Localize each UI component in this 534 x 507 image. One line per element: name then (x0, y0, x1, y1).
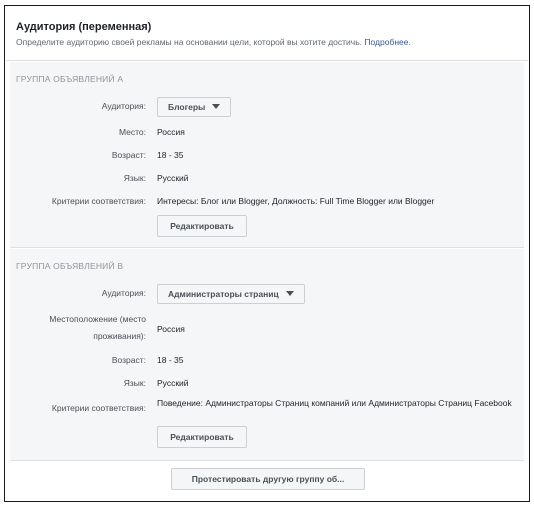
panel-subtitle (16, 37, 411, 47)
test-another-group-button[interactable]: Протестировать другую группу об... (171, 468, 365, 490)
audience-dropdown-b[interactable] (157, 284, 305, 304)
language-value: Русский (157, 378, 189, 388)
criteria-label: Критерии соответствия: (51, 403, 146, 413)
age-label: Возраст: (111, 355, 146, 365)
ad-group-a-title: ГРУППА ОБЪЯВЛЕНИЙ А (16, 74, 124, 84)
caret-down-icon (212, 104, 220, 109)
panel-title: Аудитория (переменная) (16, 21, 152, 33)
place-label: Место: (118, 127, 146, 137)
caret-down-icon (286, 291, 294, 296)
criteria-value: Интересы: Блог или Blogger, Должность: Full Time Blogger или Blogger (157, 196, 435, 206)
place-value: Россия (157, 127, 185, 137)
learn-more-link[interactable]: Подробнее. (364, 37, 411, 47)
criteria-label: Критерии соответствия: (51, 196, 146, 206)
age-value: 18 - 35 (157, 355, 184, 365)
panel-subtitle-text: Определите аудиторию своей рекламы на основании цели, которой вы хотите достичь. (16, 37, 363, 47)
age-label: Возраст: (111, 150, 146, 160)
edit-button-b[interactable]: Редактировать (157, 426, 247, 448)
ad-group-a (10, 62, 524, 248)
location-label-line-1: Местоположение (место (49, 314, 146, 324)
edit-button-a[interactable]: Редактировать (157, 215, 247, 237)
language-label: Язык: (123, 378, 146, 388)
panel-header (6, 7, 528, 61)
ad-group-b-title: ГРУППА ОБЪЯВЛЕНИЙ В (16, 261, 124, 271)
age-value: 18 - 35 (157, 150, 184, 160)
criteria-value: Поведение: Администраторы Страниц компаний или Администраторы Страниц Facebook (157, 398, 512, 408)
audience-dropdown-a[interactable] (157, 97, 231, 117)
location-label-line-2: проживания): (93, 331, 146, 341)
ad-group-b (10, 249, 524, 461)
audience-label: Аудитория: (101, 101, 146, 111)
audience-dropdown-value: Блогеры (168, 102, 206, 112)
location-label (10, 311, 146, 345)
audience-panel (4, 5, 530, 502)
language-value: Русский (157, 173, 189, 183)
audience-label: Аудитория: (101, 288, 146, 298)
location-value: Россия (157, 324, 185, 334)
language-label: Язык: (123, 173, 146, 183)
audience-dropdown-value: Администраторы страниц (168, 289, 279, 299)
